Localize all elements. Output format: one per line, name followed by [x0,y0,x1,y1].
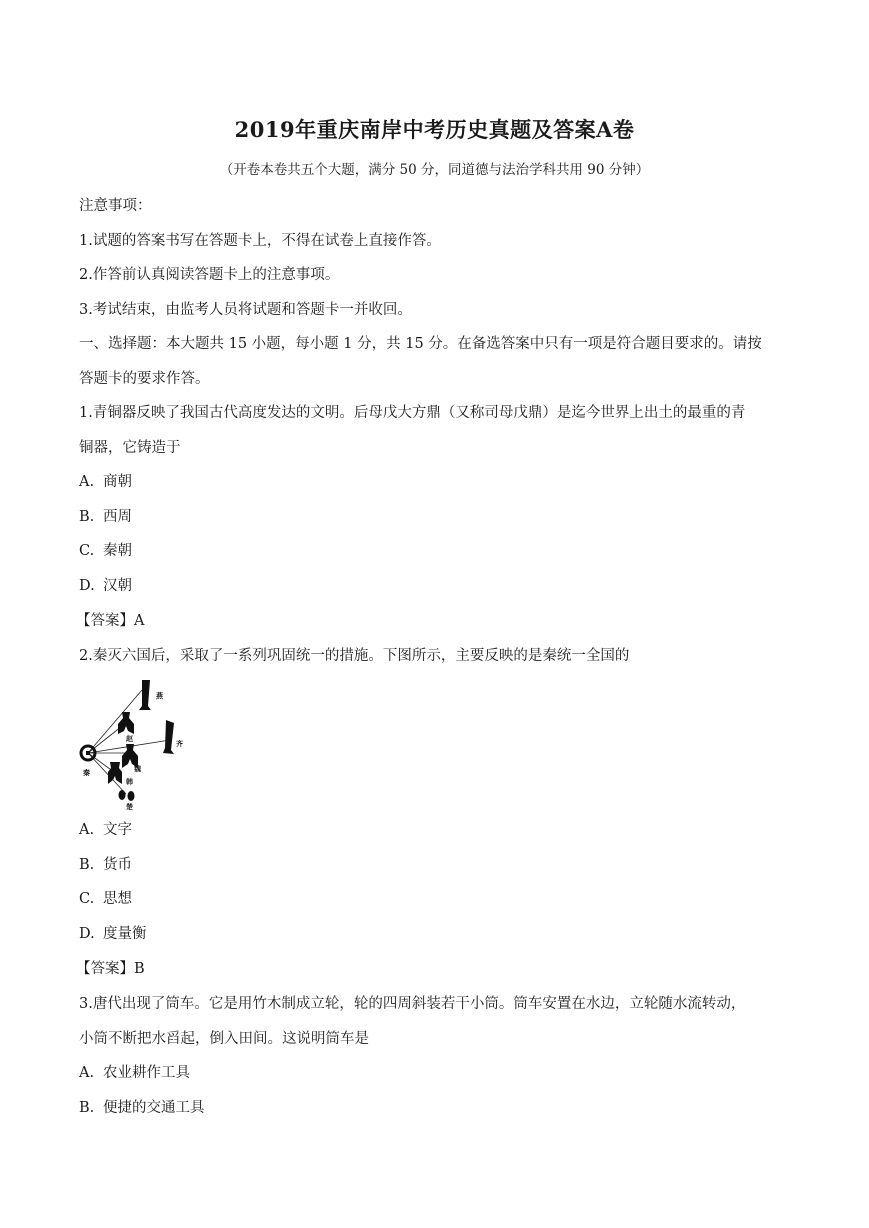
section-heading-cont: 答题卡的要求作答。 [79,371,210,387]
question-1-option-a [79,470,132,491]
question-3-stem: 3.唐代出现了筒车。它是用竹木制成立轮，轮的四周斜装若干小筒。筒车安置在水边，立轮随水流转动， [79,996,746,1012]
coin-shapes [108,680,174,801]
option-text: 商朝 [103,474,132,490]
spade-coin-han [108,762,122,784]
question-2-option-d [79,922,147,943]
question-1-answer: 【答案】A [76,613,145,629]
option-letter: B. [79,509,95,525]
question-1-option-d [79,574,132,595]
page-title: 2019年重庆南岸中考历史真题及答案A卷 [234,117,635,142]
label-qin: 秦 [83,768,90,777]
question-2-option-b [79,853,132,874]
question-2-answer: 【答案】B [76,961,145,977]
ant-nose-coin-chu [119,790,126,800]
question-1-option-c [79,539,132,560]
option-letter: D. [79,578,95,594]
option-letter: B. [79,1100,95,1116]
option-letter: C. [79,891,95,907]
question-2-option-a [79,818,132,839]
option-letter: A. [79,474,95,490]
warring-states-coins-figure [76,676,196,810]
option-letter: A. [79,822,95,838]
notice-heading: 注意事项： [79,198,152,214]
coin-square-hole [86,751,90,755]
option-letter: A. [79,1065,95,1081]
question-2-option-c [79,887,132,908]
label-han: 韩 [126,777,133,786]
question-3-option-a [79,1061,190,1082]
option-text: 西周 [103,509,132,525]
question-3-option-b [79,1096,205,1117]
question-1-stem: 1.青铜器反映了我国古代高度发达的文明。后母戊大方鼎（又称司母戊鼎）是迄今世界上出土的最重的青 [79,405,746,421]
option-text: 货币 [103,857,132,873]
label-wei: 魏 [134,764,141,773]
question-3-stem-cont: 小筒不断把水舀起，倒入田间。这说明筒车是 [79,1031,369,1047]
option-letter: B. [79,857,95,873]
option-text: 文字 [103,822,132,838]
label-zhao: 赵 [126,734,133,743]
notice-item: 2.作答前认真阅读答题卡上的注意事项。 [79,267,340,283]
option-text: 思想 [103,891,132,907]
knife-coin-yan [139,680,151,710]
option-text: 秦朝 [103,543,132,559]
question-1-option-b [79,505,132,526]
label-yan: 燕 [156,691,163,700]
option-text: 度量衡 [103,926,147,942]
option-letter: D. [79,926,95,942]
option-letter: C. [79,543,95,559]
section-heading: 一、选择题：本大题共 15 小题，每小题 1 分，共 15 分。在备选答案中只有一项是符合题目要求的。请按 [79,336,762,352]
knife-coin-qi [163,720,174,754]
question-2-stem: 2.秦灭六国后，采取了一系列巩固统一的措施。下图所示，主要反映的是秦统一全国的 [79,648,630,664]
option-text: 农业耕作工具 [103,1065,190,1081]
label-chu: 楚 [126,802,133,810]
label-qi: 齐 [176,739,183,748]
question-1-stem-cont: 铜器，它铸造于 [79,440,181,456]
ant-nose-coin-chu [128,791,135,801]
notice-item: 1.试题的答案书写在答题卡上，不得在试卷上直接作答。 [79,233,441,249]
notice-item: 3.考试结束，由监考人员将试题和答题卡一并收回。 [79,302,412,318]
option-text: 汉朝 [103,578,132,594]
option-text: 便捷的交通工具 [103,1100,205,1116]
exam-instructions-subtitle: （开卷本卷共五个大题，满分 50 分，同道德与法治学科共用 90 分钟） [219,162,650,178]
